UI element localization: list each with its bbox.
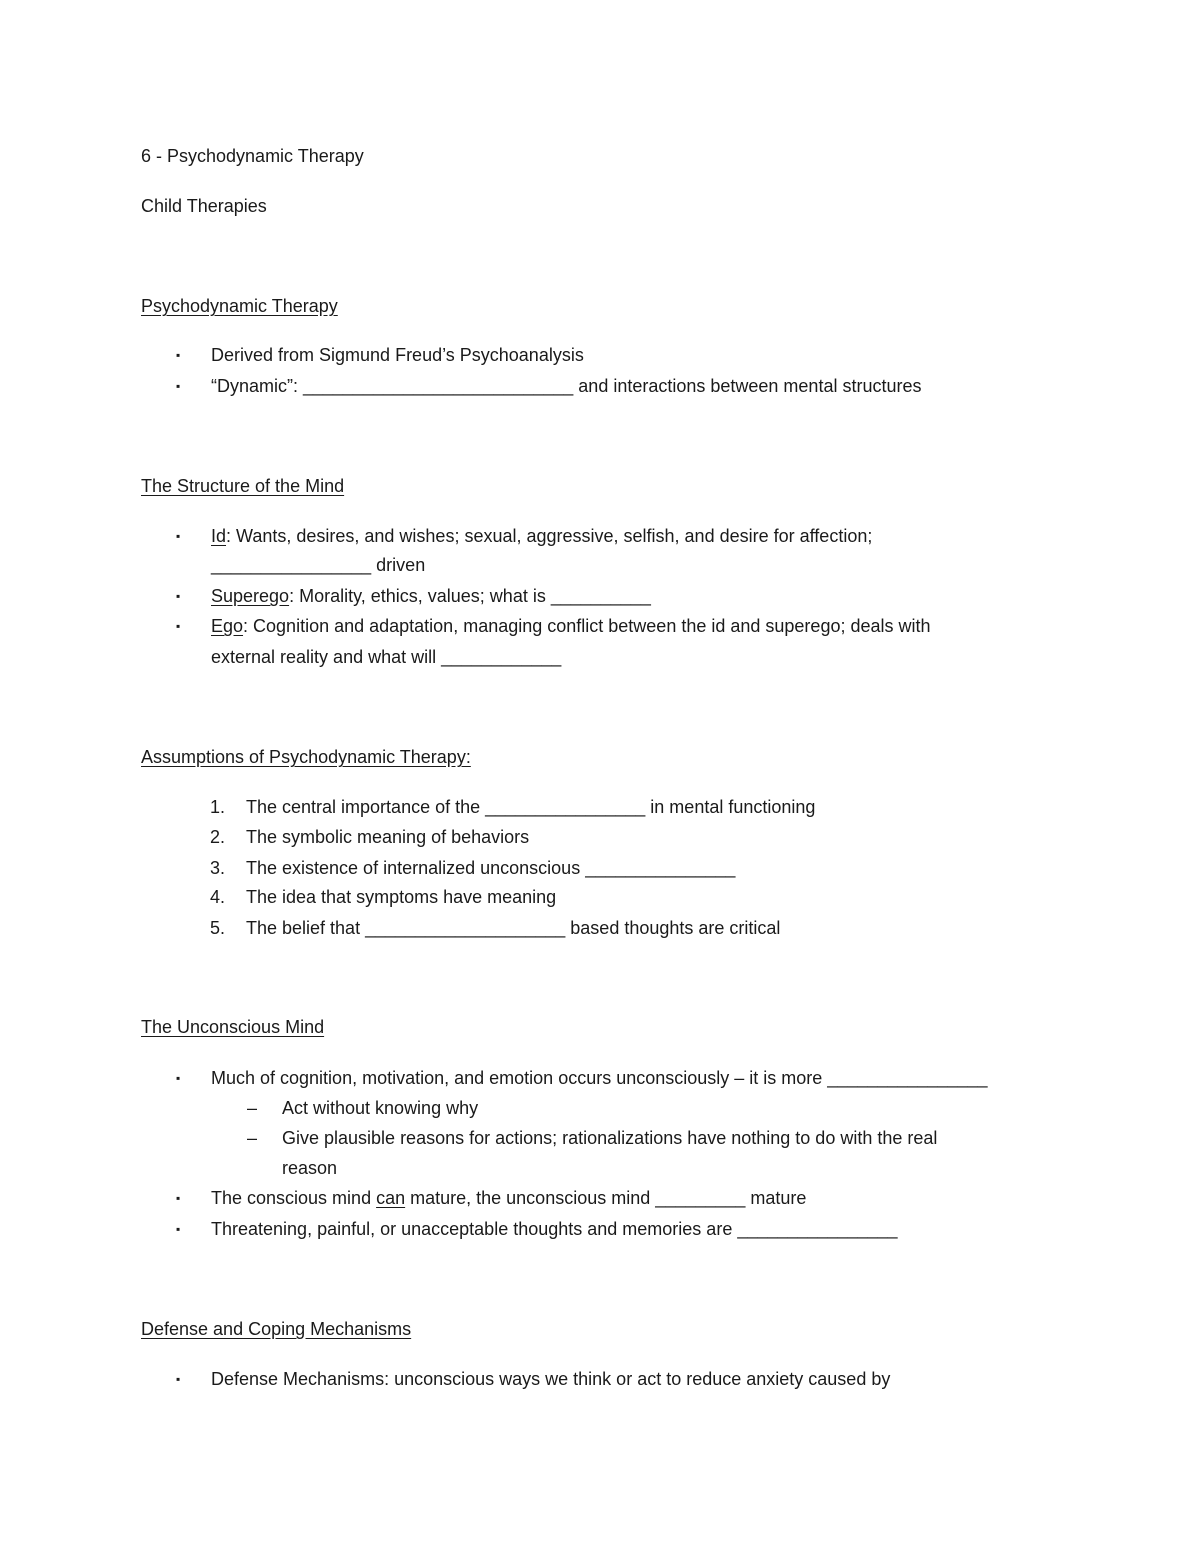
list-number: 3. xyxy=(210,858,226,878)
term-superego: Superego xyxy=(211,586,290,606)
bullet-icon: ▪ xyxy=(176,1222,181,1236)
term-superego-definition: : Morality, ethics, values; what is __________ xyxy=(289,586,651,606)
bullet-icon: ▪ xyxy=(176,619,181,633)
list-number: 5. xyxy=(210,918,226,938)
list-item xyxy=(211,585,651,607)
bullet-icon: ▪ xyxy=(176,1071,181,1085)
list-number: 1. xyxy=(210,797,226,817)
section-heading-defense: Defense and Coping Mechanisms xyxy=(141,1319,412,1339)
term-id: Id xyxy=(211,526,227,546)
sub-list-item: Act without knowing why xyxy=(282,1098,479,1118)
list-item xyxy=(211,615,931,637)
section-heading-psychodynamic: Psychodynamic Therapy xyxy=(141,296,338,316)
list-item: The idea that symptoms have meaning xyxy=(246,887,557,907)
document-title: 6 - Psychodynamic Therapy xyxy=(141,146,364,166)
dash-icon: – xyxy=(247,1098,258,1118)
document-subtitle: Child Therapies xyxy=(141,196,267,216)
bullet-icon: ▪ xyxy=(176,379,181,393)
list-number: 2. xyxy=(210,827,226,847)
list-item-text: mature, the unconscious mind _________ mature xyxy=(405,1188,807,1208)
list-item: Much of cognition, motivation, and emotion occurs unconsciously – it is more ________________ xyxy=(211,1068,988,1088)
list-item: “Dynamic”: ___________________________ and interactions between mental structures xyxy=(211,376,922,396)
list-item xyxy=(211,1187,806,1209)
term-ego: Ego xyxy=(211,616,244,636)
list-item xyxy=(211,525,872,547)
bullet-icon: ▪ xyxy=(176,589,181,603)
bullet-icon: ▪ xyxy=(176,348,181,362)
list-item: The belief that ____________________ based thoughts are critical xyxy=(246,918,781,938)
list-item-continuation: ________________ driven xyxy=(211,555,426,575)
list-item: Derived from Sigmund Freud’s Psychoanalysis xyxy=(211,345,584,365)
list-item: The symbolic meaning of behaviors xyxy=(246,827,530,847)
term-id-definition: : Wants, desires, and wishes; sexual, aggressive, selfish, and desire for affection; xyxy=(226,526,873,546)
bullet-icon: ▪ xyxy=(176,1191,181,1205)
dash-icon: – xyxy=(247,1128,258,1148)
list-item-continuation: external reality and what will ____________ xyxy=(211,647,562,667)
sub-list-item: Give plausible reasons for actions; rationalizations have nothing to do with the real xyxy=(282,1128,938,1148)
list-item: Threatening, painful, or unacceptable thoughts and memories are ________________ xyxy=(211,1219,898,1239)
bullet-icon: ▪ xyxy=(176,1372,181,1386)
list-item: Defense Mechanisms: unconscious ways we think or act to reduce anxiety caused by xyxy=(211,1369,891,1389)
list-item: The central importance of the ________________ in mental functioning xyxy=(246,797,816,817)
list-item: The existence of internalized unconscious _______________ xyxy=(246,858,736,878)
term-ego-definition: : Cognition and adaptation, managing conflict between the id and superego; deals with xyxy=(243,616,931,636)
section-heading-unconscious: The Unconscious Mind xyxy=(141,1017,325,1037)
list-number: 4. xyxy=(210,887,226,907)
sub-list-item-continuation: reason xyxy=(282,1158,338,1178)
bullet-icon: ▪ xyxy=(176,529,181,543)
emphasis-can: can xyxy=(376,1188,406,1208)
list-item-text: The conscious mind xyxy=(211,1188,377,1208)
section-heading-structure: The Structure of the Mind xyxy=(141,476,345,496)
section-heading-assumptions: Assumptions of Psychodynamic Therapy: xyxy=(141,747,471,767)
